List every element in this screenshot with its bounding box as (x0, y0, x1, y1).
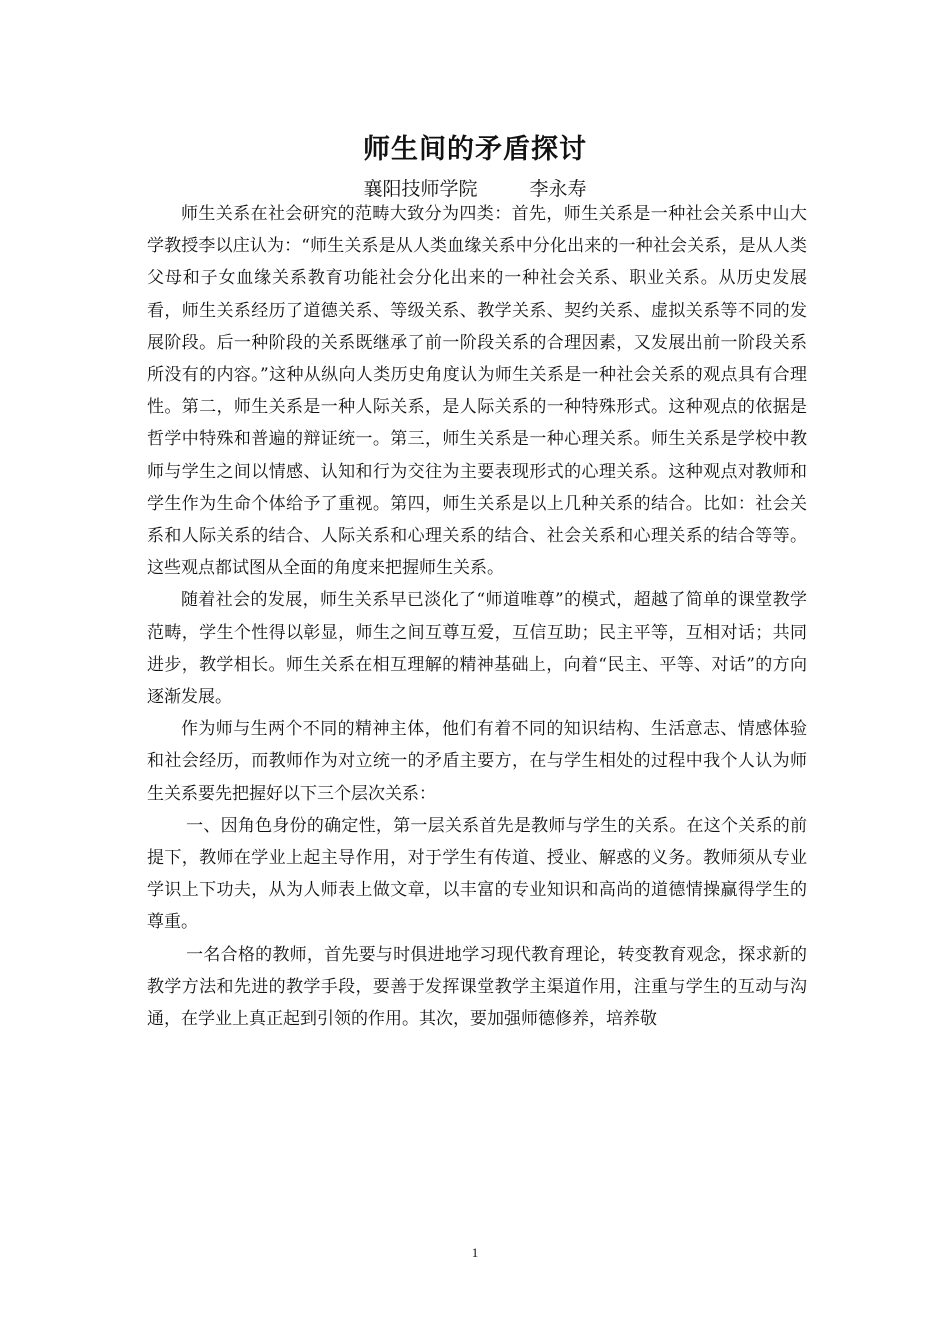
paragraph: 一名合格的教师，首先要与时俱进地学习现代教育理论，转变教育观念，探求新的教学方法和先进的教学手段，要善于发挥课堂教学主渠道作用，注重与学生的互动与沟通，在学业上真正起到引领的作用。其次，要加强师德修养，培养敬 (147, 944, 807, 1030)
document-title: 师生间的矛盾探讨 (363, 134, 587, 165)
byline (0, 174, 950, 201)
paragraph: 作为师与生两个不同的精神主体，他们有着不同的知识结构、生活意志、情感体验和社会经历，而教师作为对立统一的矛盾主要方，在与学生相处的过程中我个人认为师生关系要先把握好以下三个层次关系： (147, 719, 807, 804)
paragraph: 随着社会的发展，师生关系早已淡化了“师道唯尊”的模式，超越了简单的课堂教学范畴，学生个性得以彰显，师生之间互尊互爱，互信互助；民主平等，互相对话；共同进步，教学相长。师生关系在相互理解的精神基础上，向着“民主、平等、对话”的方向逐渐发展。 (147, 590, 807, 708)
page-number: 1 (471, 1245, 479, 1260)
author-name: 李永寿 (529, 178, 587, 200)
paragraph: 一、因角色身份的确定性，第一层关系首先是教师与学生的关系。在这个关系的前提下，教师在学业上起主导作用，对于学生有传道、授业、解惑的义务。教师须从专业学识上下功夫，从为人师表上做文章，以丰富的专业知识和高尚的道德情操赢得学生的尊重。 (147, 815, 807, 933)
institution-name: 襄阳技师学院 (363, 178, 478, 200)
paragraph: 师生关系在社会研究的范畴大致分为四类：首先，师生关系是一种社会关系中山大学教授李以庄认为：“师生关系是从人类血缘关系中分化出来的一种社会关系，是从人类父母和子女血缘关系教育功能社会分化出来的一种社会关系、职业关系。从历史发展看，师生关系经历了道德关系、等级关系、教学关系、契约关系、虚拟关系等不同的发展阶段。后一种阶段的关系既继承了前一阶段关系的合理因素，又发展出前一阶段关系所没有的内容。”这种从纵向人类历史角度认为师生关系是一种社会关系的观点具有合理性。第二，师生关系是一种人际关系，是人际关系的一种特殊形式。这种观点的依据是哲学中特殊和普遍的辩证统一。第三，师生关系是一种心理关系。师生关系是学校中教师与学生之间以情感、认知和行为交往为主要表现形式的心理关系。这种观点对教师和学生作为生命个体给予了重视。第四，师生关系是以上几种关系的结合。比如：社会关系和人际关系的结合、人际关系和心理关系的结合、社会关系和心理关系的结合等等。这些观点都试图从全面的角度来把握师生关系。 (147, 204, 807, 579)
body-text (147, 198, 807, 1035)
